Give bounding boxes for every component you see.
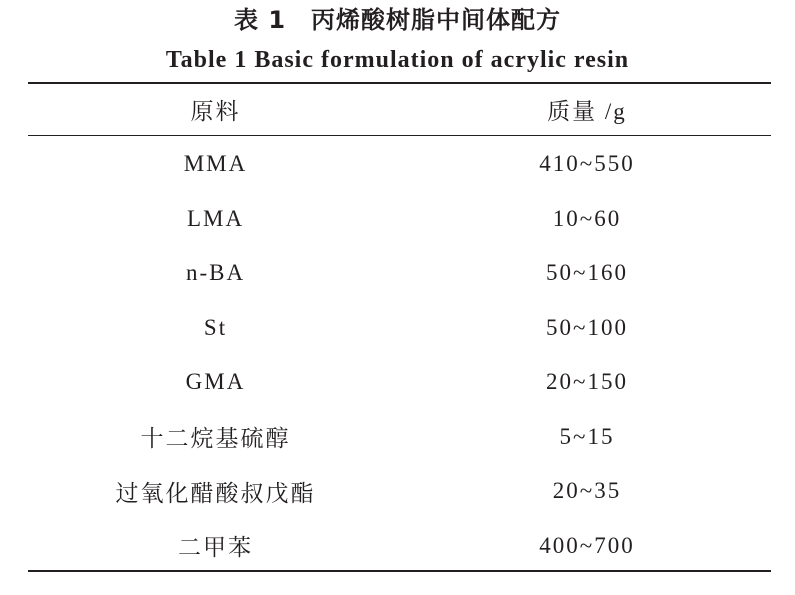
table-title-chinese: 表 1 丙烯酸树脂中间体配方 [233,6,562,34]
table-row [28,519,771,574]
cell-mass: 400~700 [539,532,635,558]
cell-material: 过氧化醋酸叔戊酯 [115,480,316,506]
cell-material: St [203,314,228,340]
cell-material: MMA [183,151,248,177]
cell-mass: 410~550 [539,151,635,177]
table-title-english: Table 1 Basic formulation of acrylic resin [165,47,630,73]
table-header-row [28,84,771,135]
cell-material: n-BA [185,260,246,286]
header-material: 原料 [190,99,241,124]
cell-mass: 10~60 [552,205,622,231]
cell-mass: 50~100 [546,314,628,340]
table-row [28,135,771,192]
table-row [28,355,771,410]
table-row [28,410,771,465]
table-row [28,301,771,356]
table-row [28,464,771,519]
table-row [28,246,771,301]
formulation-table [28,84,771,573]
cell-material: LMA [186,205,245,231]
cell-material: 二甲苯 [178,535,253,561]
table-row [28,192,771,247]
header-mass: 质量 /g [547,99,627,124]
cell-mass: 20~150 [546,369,628,395]
cell-mass: 5~15 [559,423,615,449]
cell-mass: 20~35 [552,478,622,504]
cell-mass: 50~160 [546,260,628,286]
cell-material: 十二烷基硫醇 [140,426,291,452]
cell-material: GMA [185,369,246,395]
